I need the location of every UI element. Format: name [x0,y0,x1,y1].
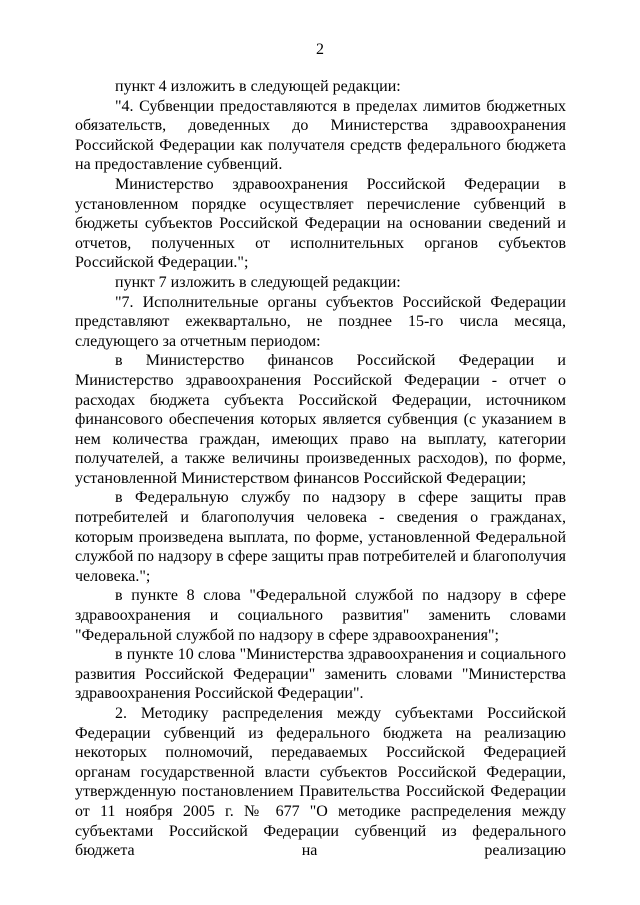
document-body [75,77,566,861]
paragraph-federal-service-report: в Федеральную службу по надзору в сфере защиты прав потребителей и благополучия человека - сведения о гражданах, которым произведена выплата, по форме, установленной Федеральной службой по надзору в сфере защиты прав потребителей и благополучия человека."; [75,489,566,585]
paragraph-subventions-limits: "4. Субвенции предоставляются в пределах лимитов бюджетных обязательств, доведенных до Министерства здравоохранения Российской Федерации как получателя средств федерального бюджета на предоставление субвенций. [75,97,566,174]
page-number: 2 [316,41,324,58]
paragraph-item-4-intro: пункт 4 изложить в следующей редакции: [115,78,401,95]
paragraph-ministry-transfer: Министерство здравоохранения Российской Федерации в установленном порядке осуществляет перечисление субвенций в бюджеты субъектов Российской Федерации на основании сведений и отчетов, полученных от исполнительных органов субъектов Российской Федерации."; [75,175,566,272]
paragraph-item-8-replace: в пункте 8 слова "Федеральной службой по надзору в сфере здравоохранения и социального развития" заменить словами "Федеральной службой по надзору в сфере здравоохранения"; [75,587,566,644]
paragraph-ministry-finance-report: в Министерство финансов Российской Федерации и Министерство здравоохранения Российской Федерации - отчет о расходах бюджета субъекта Российской Федерации, источником финансового обеспечения которых является субвенция (с указанием в нем количества граждан, имеющих право на выплату, категории получателей, а также величины произведенных расходов), по форме, установленной Министерством финансов Российской Федерации; [75,352,566,487]
paragraph-item-7-intro: пункт 7 изложить в следующей редакции: [115,273,401,291]
paragraph-methodology: 2. Методику распределения между субъектами Российской Федерации субвенций из федерального бюджета на реализацию некоторых полномочий, передаваемых Российской Федерацией органам государственной власти субъектов Российской Федерации, утвержденную постановлением Правительства Российской Федерации от 11 ноября 2005 г. № 677 "О методике распределения между субъектами Российской Федерации субвенций из федерального бюджета на реализацию [75,705,566,860]
paragraph-item-10-replace: в пункте 10 слова "Министерства здравоохранения и социального развития Российской Федерации" заменить словами "Министерства здравоохранения Российской Федерации". [75,646,566,703]
paragraph-executive-bodies-report: "7. Исполнительные органы субъектов Российской Федерации представляют ежеквартально, не позднее 15-го числа месяца, следующего за отчетным периодом: [75,293,566,350]
